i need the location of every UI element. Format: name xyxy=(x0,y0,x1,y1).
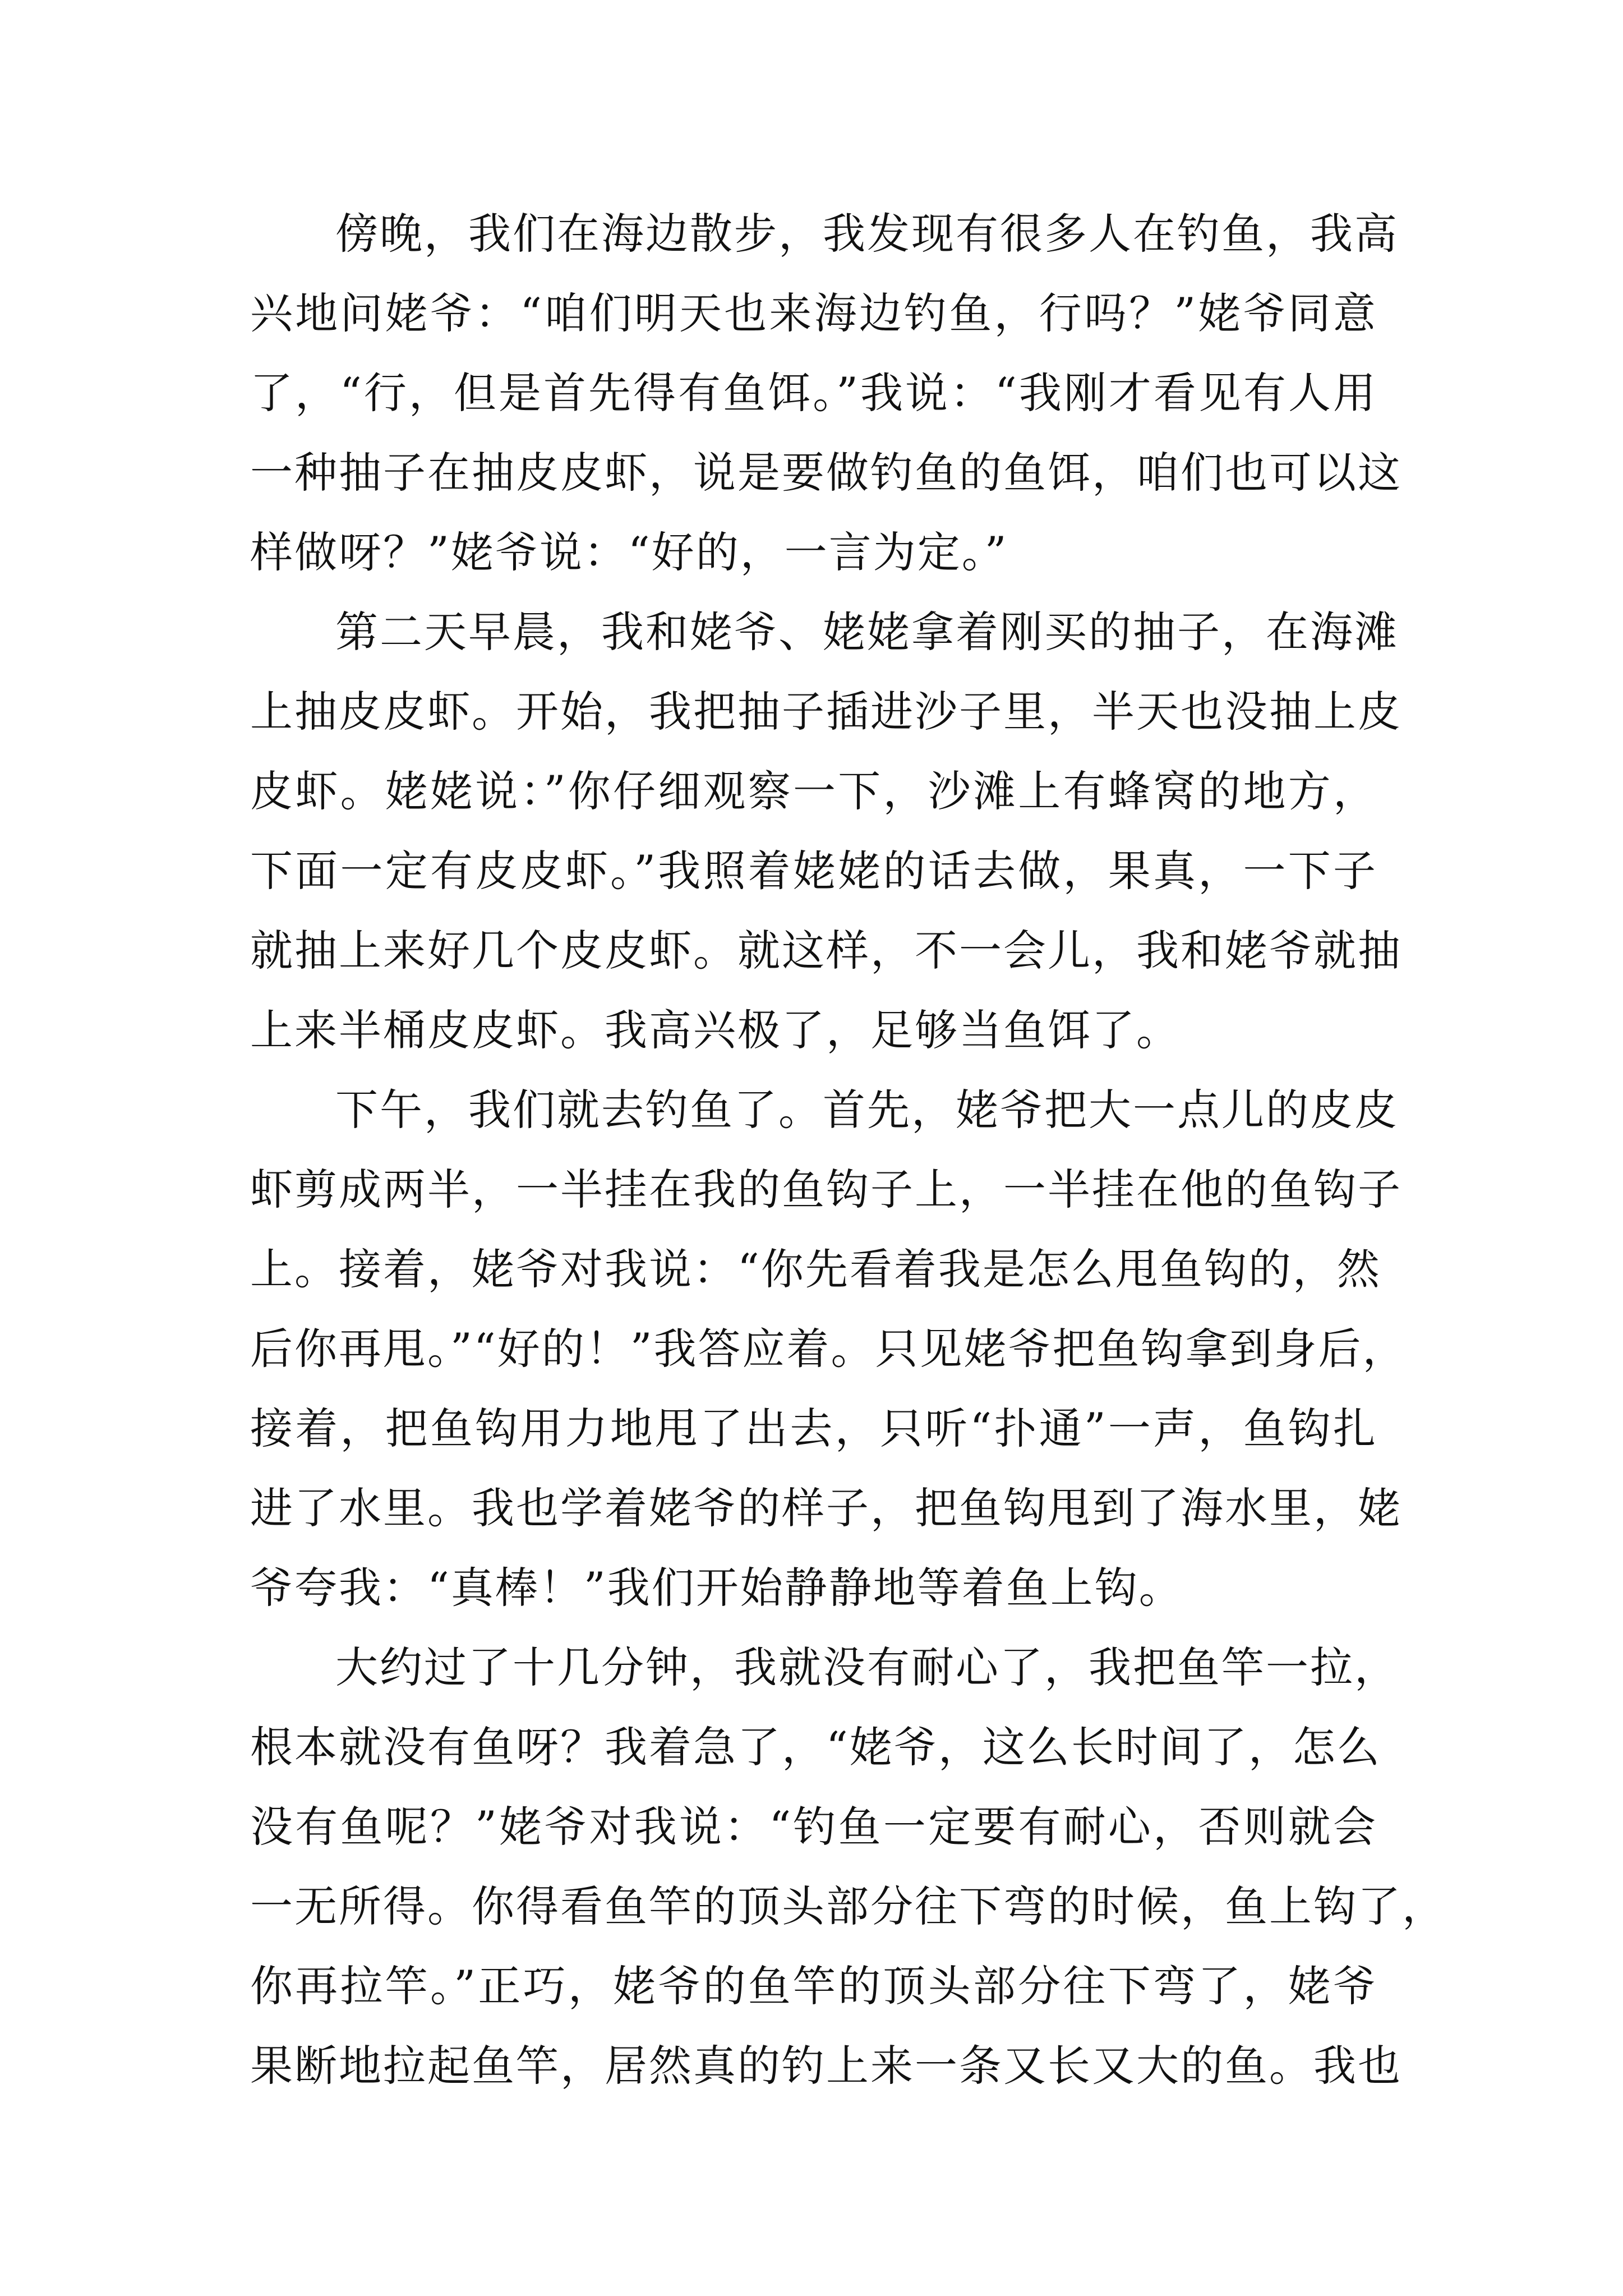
text-line: 一种抽子在抽皮皮虾，说是要做钓鱼的鱼饵，咱们也可以这 xyxy=(250,448,1402,498)
text-line: 样做呀？”姥爷说：“好的，一言为定。” xyxy=(250,527,1008,577)
text-line: 接着，把鱼钩用力地甩了出去，只听“扑通”一声，鱼钩扎 xyxy=(250,1404,1377,1453)
text-line: 上。接着，姥爷对我说：“你先看着我是怎么甩鱼钩的，然 xyxy=(250,1244,1381,1294)
text-line: 没有鱼呢？”姥爷对我说：“钓鱼一定要有耐心，否则就会 xyxy=(250,1802,1377,1852)
text-line: 就抽上来好几个皮皮虾。就这样，不一会儿，我和姥爷就抽 xyxy=(250,926,1402,976)
text-line: 上来半桶皮皮虾。我高兴极了，足够当鱼饵了。 xyxy=(250,1005,1181,1055)
text-line: 了，“行，但是首先得有鱼饵。”我说：“我刚才看见有人用 xyxy=(250,368,1377,418)
text-line: 下面一定有皮皮虾。”我照着姥姥的话去做，果真，一下子 xyxy=(250,846,1377,896)
text-line: 根本就没有鱼呀？我着急了，“姥爷，这么长时间了，怎么 xyxy=(250,1722,1381,1772)
text-line: 皮虾。姥姥说：”你仔细观察一下，沙滩上有蜂窝的地方， xyxy=(250,766,1377,816)
text-line: 进了水里。我也学着姥爷的样子，把鱼钩甩到了海水里，姥 xyxy=(250,1483,1402,1533)
text-line: 大约过了十几分钟，我就没有耐心了，我把鱼竿一拉， xyxy=(335,1642,1399,1692)
text-line: 爷夸我：“真棒！”我们开始静静地等着鱼上钩。 xyxy=(250,1563,1183,1613)
document-body xyxy=(250,194,1446,2106)
text-line: 虾剪成两半，一半挂在我的鱼钩子上，一半挂在他的鱼钩子 xyxy=(250,1165,1402,1214)
text-line: 下午，我们就去钓鱼了。首先，姥爷把大一点儿的皮皮 xyxy=(335,1085,1399,1135)
text-line: 一无所得。你得看鱼竿的顶头部分往下弯的时候，鱼上钩了， xyxy=(250,1881,1446,1931)
text-line: 你再拉竿。”正巧，姥爷的鱼竿的顶头部分往下弯了，姥爷 xyxy=(250,1961,1377,2011)
text-line: 后你再甩。”“好的！”我答应着。只见姥爷把鱼钩拿到身后， xyxy=(250,1324,1407,1374)
text-line: 第二天早晨，我和姥爷、姥姥拿着刚买的抽子，在海滩 xyxy=(335,607,1399,657)
text-line: 上抽皮皮虾。开始，我把抽子插进沙子里，半天也没抽上皮 xyxy=(250,687,1402,737)
text-line: 果断地拉起鱼竿，居然真的钓上来一条又长又大的鱼。我也 xyxy=(250,2041,1402,2091)
text-line: 傍晚，我们在海边散步，我发现有很多人在钓鱼，我高 xyxy=(335,209,1399,259)
text-line: 兴地问姥爷：“咱们明天也来海边钓鱼，行吗？”姥爷同意 xyxy=(250,288,1377,338)
